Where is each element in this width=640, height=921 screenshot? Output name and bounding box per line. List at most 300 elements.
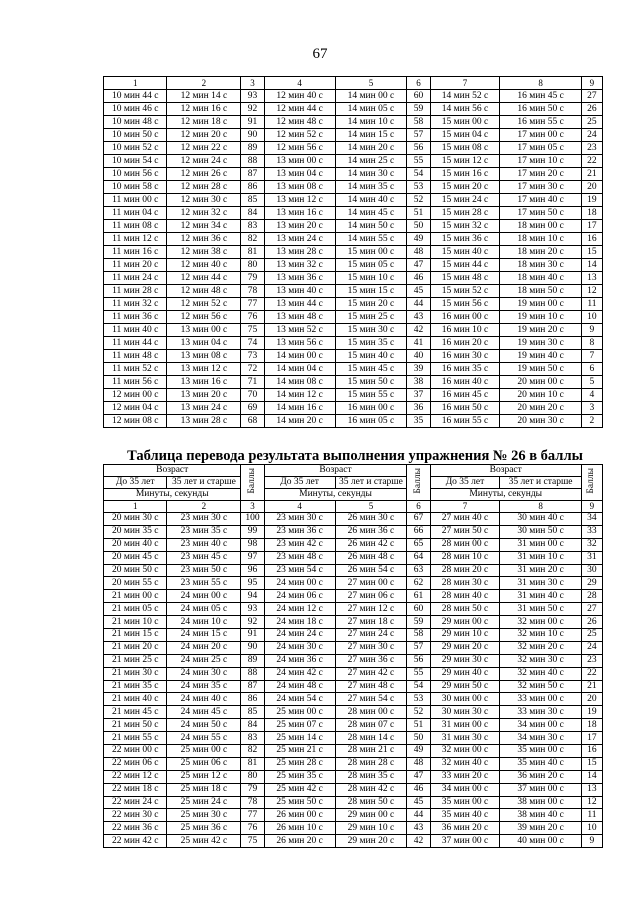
table-cell: 32 мин 20 с [500, 641, 581, 654]
table-cell: 21 [581, 168, 602, 181]
age-under-35: До 35 лет [104, 477, 167, 489]
table-cell: 28 мин 50 с [430, 603, 500, 616]
table-cell: 10 мин 56 с [104, 168, 167, 181]
table-cell: 31 мин 30 с [500, 577, 581, 590]
table-cell: 78 [241, 285, 264, 298]
table-cell: 76 [241, 311, 264, 324]
table-cell: 15 мин 04 с [430, 129, 500, 142]
table-cell: 21 мин 30 с [104, 667, 167, 680]
age-under-35: До 35 лет [430, 477, 500, 489]
table-cell: 18 мин 30 с [500, 259, 581, 272]
table-cell: 29 мин 10 с [430, 629, 500, 642]
table-cell: 15 мин 00 с [335, 246, 407, 259]
table-cell: 60 [407, 603, 430, 616]
table-cell: 16 мин 50 с [500, 103, 581, 116]
table-cell: 24 мин 30 с [167, 667, 241, 680]
table-cell: 29 мин 30 с [430, 654, 500, 667]
table-cell: 18 [581, 719, 602, 732]
table-row [104, 103, 603, 116]
table-cell: 36 мин 20 с [430, 822, 500, 835]
table-cell: 10 мин 50 с [104, 129, 167, 142]
table-cell: 51 [407, 207, 430, 220]
points-header-label: Баллы [247, 467, 258, 494]
table-cell: 15 мин 08 с [430, 142, 500, 155]
age-35-and-over: 35 лет и старше [500, 477, 581, 489]
table-cell: 49 [407, 745, 430, 758]
column-number: 4 [264, 77, 335, 90]
table-cell: 79 [241, 783, 264, 796]
table-cell: 24 мин 35 с [167, 680, 241, 693]
table-cell: 94 [241, 590, 264, 603]
table-cell: 24 мин 06 с [264, 590, 335, 603]
table-cell: 18 мин 10 с [500, 233, 581, 246]
table-cell: 17 [581, 732, 602, 745]
table-cell: 17 мин 00 с [500, 129, 581, 142]
table-cell: 88 [241, 667, 264, 680]
table-cell: 25 мин 42 с [264, 783, 335, 796]
table-cell: 28 мин 28 с [335, 757, 407, 770]
table-cell: 22 мин 06 с [104, 757, 167, 770]
table-row [104, 603, 603, 616]
table-cell: 10 мин 58 с [104, 181, 167, 194]
table-cell: 13 мин 52 с [264, 324, 335, 337]
table-cell: 12 [581, 796, 602, 809]
table-cell: 50 [407, 732, 430, 745]
table-cell: 25 мин 30 с [167, 809, 241, 822]
table-cell: 23 мин 42 с [264, 538, 335, 551]
table-row [104, 667, 603, 680]
table-cell: 12 мин 00 с [104, 389, 167, 402]
table-cell: 26 [581, 616, 602, 629]
table-row [104, 116, 603, 129]
age-header: Возраст [430, 465, 581, 477]
table-cell: 26 мин 36 с [335, 525, 407, 538]
table-cell: 25 мин 00 с [167, 745, 241, 758]
table-cell: 13 мин 12 с [264, 194, 335, 207]
table-cell: 59 [407, 616, 430, 629]
table-cell: 11 мин 24 с [104, 272, 167, 285]
table-cell: 46 [407, 783, 430, 796]
table-cell: 38 [407, 376, 430, 389]
table-cell: 26 мин 00 с [264, 809, 335, 822]
table-cell: 30 мин 40 с [500, 513, 581, 526]
table-cell: 15 мин 52 с [430, 285, 500, 298]
table-cell: 31 [581, 551, 602, 564]
table-cell: 82 [241, 745, 264, 758]
table-cell: 14 мин 56 с [430, 103, 500, 116]
table-row [104, 246, 603, 259]
table-cell: 12 мин 08 с [104, 415, 167, 428]
table-cell: 27 мин 00 с [335, 577, 407, 590]
table-cell: 25 мин 12 с [167, 770, 241, 783]
table-cell: 64 [407, 551, 430, 564]
table-cell: 12 мин 26 с [167, 168, 241, 181]
table-cell: 13 мин 00 с [264, 155, 335, 168]
table-cell: 38 мин 00 с [500, 796, 581, 809]
table-cell: 17 мин 05 с [500, 142, 581, 155]
table-cell: 87 [241, 168, 264, 181]
table-cell: 20 мин 35 с [104, 525, 167, 538]
table-cell: 20 мин 20 с [500, 402, 581, 415]
table-cell: 41 [407, 337, 430, 350]
table-cell: 16 мин 40 с [430, 376, 500, 389]
table-cell: 15 мин 12 с [430, 155, 500, 168]
table-cell: 21 мин 15 с [104, 629, 167, 642]
table-cell: 57 [407, 129, 430, 142]
table-cell: 6 [581, 363, 602, 376]
table-cell: 11 мин 36 с [104, 311, 167, 324]
column-number: 3 [241, 501, 264, 513]
table-cell: 31 мин 30 с [430, 732, 500, 745]
table-cell: 24 мин 54 с [264, 693, 335, 706]
table-cell: 13 мин 36 с [264, 272, 335, 285]
column-number: 6 [407, 501, 430, 513]
table-cell: 47 [407, 259, 430, 272]
table-cell: 18 мин 40 с [500, 272, 581, 285]
table-cell: 30 мин 00 с [430, 693, 500, 706]
table-cell: 56 [407, 142, 430, 155]
table-cell: 12 мин 52 с [264, 129, 335, 142]
table-cell: 34 мин 00 с [430, 783, 500, 796]
table-cell: 32 мин 00 с [500, 616, 581, 629]
table-cell: 19 мин 50 с [500, 363, 581, 376]
table-cell: 86 [241, 181, 264, 194]
column-number: 4 [264, 501, 335, 513]
table-cell: 19 мин 10 с [500, 311, 581, 324]
table-cell: 31 мин 00 с [430, 719, 500, 732]
table-cell: 30 мин 50 с [500, 525, 581, 538]
table-cell: 12 мин 22 с [167, 142, 241, 155]
table-cell: 27 мин 06 с [335, 590, 407, 603]
table-cell: 28 мин 42 с [335, 783, 407, 796]
table-cell: 28 мин 30 с [430, 577, 500, 590]
table-cell: 10 мин 52 с [104, 142, 167, 155]
units-label: Минуты, секунды [264, 489, 407, 501]
table-cell: 15 мин 16 с [430, 168, 500, 181]
table-cell: 28 мин 07 с [335, 719, 407, 732]
table-cell: 15 мин 00 с [430, 116, 500, 129]
table-cell: 13 мин 48 с [264, 311, 335, 324]
table-cell: 10 [581, 822, 602, 835]
table-cell: 15 мин 20 с [430, 181, 500, 194]
table-cell: 24 мин 36 с [264, 654, 335, 667]
table-cell: 20 мин 10 с [500, 389, 581, 402]
table-cell: 20 [581, 181, 602, 194]
score-table-exercise-26 [103, 464, 603, 848]
table-cell: 34 [581, 513, 602, 526]
table-cell: 31 мин 20 с [500, 564, 581, 577]
table-cell: 19 [581, 194, 602, 207]
column-number: 3 [241, 77, 264, 90]
table-cell: 31 мин 00 с [500, 538, 581, 551]
table-cell: 37 мин 00 с [430, 835, 500, 848]
table-cell: 80 [241, 259, 264, 272]
table-cell: 12 мин 48 с [167, 285, 241, 298]
table-cell: 31 мин 10 с [500, 551, 581, 564]
table-cell: 32 мин 00 с [430, 745, 500, 758]
units-row [104, 489, 603, 501]
table-cell: 13 мин 28 с [264, 246, 335, 259]
table-cell: 58 [407, 629, 430, 642]
table-cell: 12 мин 30 с [167, 194, 241, 207]
table-cell: 28 мин 00 с [430, 538, 500, 551]
table-cell: 12 мин 40 с [264, 90, 335, 103]
column-number: 8 [500, 501, 581, 513]
table-cell: 25 мин 42 с [167, 835, 241, 848]
table-cell: 21 мин 20 с [104, 641, 167, 654]
table-cell: 14 мин 04 с [264, 363, 335, 376]
age-header: Возраст [104, 465, 241, 477]
table-cell: 14 мин 15 с [335, 129, 407, 142]
table-cell: 39 [407, 363, 430, 376]
table-cell: 32 мин 50 с [500, 680, 581, 693]
table-cell: 37 мин 00 с [500, 783, 581, 796]
table-cell: 14 мин 52 с [430, 90, 500, 103]
points-header [407, 465, 430, 501]
table-cell: 24 мин 40 с [167, 693, 241, 706]
table-cell: 7 [581, 350, 602, 363]
table-cell: 20 мин 55 с [104, 577, 167, 590]
table-cell: 77 [241, 298, 264, 311]
column-number: 9 [581, 77, 602, 90]
table-cell: 21 мин 10 с [104, 616, 167, 629]
table-cell: 23 мин 54 с [264, 564, 335, 577]
table-cell: 2 [581, 415, 602, 428]
table-cell: 24 мин 42 с [264, 667, 335, 680]
table-cell: 18 мин 50 с [500, 285, 581, 298]
table-row [104, 822, 603, 835]
column-number: 5 [335, 77, 407, 90]
table-cell: 13 [581, 272, 602, 285]
table-cell: 22 мин 00 с [104, 745, 167, 758]
table-cell: 16 мин 35 с [430, 363, 500, 376]
points-header-label: Баллы [413, 467, 423, 494]
table-cell: 54 [407, 680, 430, 693]
table-cell: 40 мин 00 с [500, 835, 581, 848]
table-cell: 28 [581, 590, 602, 603]
table-cell: 12 мин 18 с [167, 116, 241, 129]
table-cell: 12 мин 36 с [167, 233, 241, 246]
table-cell: 24 мин 05 с [167, 603, 241, 616]
table-cell: 11 мин 48 с [104, 350, 167, 363]
table-cell: 15 мин 44 с [430, 259, 500, 272]
table-cell: 15 мин 32 с [430, 220, 500, 233]
table-cell: 22 мин 24 с [104, 796, 167, 809]
table-cell: 23 мин 40 с [167, 538, 241, 551]
table-cell: 14 мин 00 с [335, 90, 407, 103]
table-row [104, 350, 603, 363]
table-cell: 12 мин 24 с [167, 155, 241, 168]
table-cell: 16 мин 10 с [430, 324, 500, 337]
table-cell: 13 мин 08 с [167, 350, 241, 363]
table-cell: 92 [241, 616, 264, 629]
points-header [241, 465, 264, 501]
table-cell: 29 [581, 577, 602, 590]
table-row [104, 706, 603, 719]
table-cell: 27 мин 54 с [335, 693, 407, 706]
table-cell: 11 мин 12 с [104, 233, 167, 246]
table-cell: 25 мин 21 с [264, 745, 335, 758]
age-under-35: До 35 лет [264, 477, 335, 489]
table-cell: 11 [581, 809, 602, 822]
table-row [104, 337, 603, 350]
table-cell: 83 [241, 732, 264, 745]
table-cell: 81 [241, 246, 264, 259]
table-cell: 66 [407, 525, 430, 538]
table-cell: 29 мин 20 с [430, 641, 500, 654]
table-cell: 28 мин 10 с [430, 551, 500, 564]
table-row [104, 298, 603, 311]
table-cell: 14 мин 10 с [335, 116, 407, 129]
table-cell: 14 мин 30 с [335, 168, 407, 181]
table-cell: 17 мин 10 с [500, 155, 581, 168]
table-cell: 25 мин 50 с [264, 796, 335, 809]
table-row [104, 272, 603, 285]
table-cell: 25 [581, 629, 602, 642]
table-row [104, 363, 603, 376]
table-cell: 35 мин 00 с [500, 745, 581, 758]
column-number-row [104, 77, 603, 90]
table-cell: 25 мин 28 с [264, 757, 335, 770]
table-cell: 93 [241, 603, 264, 616]
table-cell: 99 [241, 525, 264, 538]
table-cell: 12 мин 40 с [167, 259, 241, 272]
table-cell: 19 мин 00 с [500, 298, 581, 311]
table-row [104, 220, 603, 233]
table-cell: 25 мин 24 с [167, 796, 241, 809]
table-cell: 14 мин 55 с [335, 233, 407, 246]
table-cell: 91 [241, 116, 264, 129]
table-cell: 15 мин 25 с [335, 311, 407, 324]
table-row [104, 757, 603, 770]
column-number: 7 [430, 501, 500, 513]
age-35-and-over: 35 лет и старше [167, 477, 241, 489]
table-cell: 20 мин 30 с [104, 513, 167, 526]
table-cell: 15 мин 48 с [430, 272, 500, 285]
table-cell: 11 мин 16 с [104, 246, 167, 259]
table-cell: 45 [407, 285, 430, 298]
table-cell: 81 [241, 757, 264, 770]
table-cell: 71 [241, 376, 264, 389]
table-cell: 53 [407, 693, 430, 706]
table-cell: 52 [407, 706, 430, 719]
table-cell: 24 мин 12 с [264, 603, 335, 616]
table-cell: 77 [241, 809, 264, 822]
table-cell: 22 [581, 667, 602, 680]
table-cell: 43 [407, 311, 430, 324]
table-cell: 21 мин 25 с [104, 654, 167, 667]
table-row [104, 259, 603, 272]
table-cell: 11 мин 08 с [104, 220, 167, 233]
table-cell: 88 [241, 155, 264, 168]
table-cell: 23 мин 48 с [264, 551, 335, 564]
table-cell: 55 [407, 667, 430, 680]
table-cell: 21 мин 45 с [104, 706, 167, 719]
table-cell: 13 мин 20 с [264, 220, 335, 233]
table-cell: 53 [407, 181, 430, 194]
table-cell: 56 [407, 654, 430, 667]
table-cell: 45 [407, 796, 430, 809]
table-cell: 5 [581, 376, 602, 389]
table-cell: 15 мин 36 с [430, 233, 500, 246]
table-cell: 15 мин 30 с [335, 324, 407, 337]
table-cell: 17 мин 20 с [500, 168, 581, 181]
table-cell: 15 мин 05 с [335, 259, 407, 272]
table-cell: 78 [241, 796, 264, 809]
table-cell: 89 [241, 654, 264, 667]
table-row [104, 783, 603, 796]
table-cell: 21 мин 35 с [104, 680, 167, 693]
table-cell: 35 [407, 415, 430, 428]
table-cell: 15 мин 56 с [430, 298, 500, 311]
table-cell: 90 [241, 129, 264, 142]
table-cell: 17 мин 30 с [500, 181, 581, 194]
table-cell: 32 мин 40 с [500, 667, 581, 680]
units-label: Минуты, секунды [104, 489, 241, 501]
table-cell: 32 мин 10 с [500, 629, 581, 642]
column-number: 9 [581, 501, 602, 513]
table-cell: 13 мин 12 с [167, 363, 241, 376]
column-number: 5 [335, 501, 407, 513]
table-cell: 74 [241, 337, 264, 350]
table-cell: 21 мин 55 с [104, 732, 167, 745]
table-cell: 93 [241, 90, 264, 103]
table-cell: 13 мин 20 с [167, 389, 241, 402]
table-row [104, 796, 603, 809]
table-cell: 92 [241, 103, 264, 116]
table-row [104, 376, 603, 389]
table-cell: 15 мин 28 с [430, 207, 500, 220]
table-row [104, 324, 603, 337]
table-cell: 23 мин 30 с [167, 513, 241, 526]
table-row [104, 693, 603, 706]
table-cell: 11 мин 40 с [104, 324, 167, 337]
table-cell: 24 мин 45 с [167, 706, 241, 719]
table-cell: 28 мин 20 с [430, 564, 500, 577]
table-cell: 25 мин 00 с [264, 706, 335, 719]
table-cell: 63 [407, 564, 430, 577]
table-cell: 85 [241, 194, 264, 207]
table-cell: 13 мин 04 с [167, 337, 241, 350]
table-cell: 25 мин 18 с [167, 783, 241, 796]
table-cell: 33 [581, 525, 602, 538]
table-cell: 23 мин 36 с [264, 525, 335, 538]
table-row [104, 168, 603, 181]
table-cell: 23 [581, 142, 602, 155]
table-cell: 24 мин 20 с [167, 641, 241, 654]
table-row [104, 513, 603, 526]
table-cell: 57 [407, 641, 430, 654]
table-cell: 16 мин 30 с [430, 350, 500, 363]
table-row [104, 577, 603, 590]
table-cell: 15 мин 55 с [335, 389, 407, 402]
table-row [104, 285, 603, 298]
table-cell: 28 мин 50 с [335, 796, 407, 809]
table-cell: 24 мин 30 с [264, 641, 335, 654]
table-cell: 90 [241, 641, 264, 654]
table-cell: 75 [241, 324, 264, 337]
table-row [104, 415, 603, 428]
table-cell: 69 [241, 402, 264, 415]
age-header: Возраст [264, 465, 407, 477]
table-cell: 15 мин 40 с [335, 350, 407, 363]
table-cell: 52 [407, 194, 430, 207]
table-cell: 23 мин 50 с [167, 564, 241, 577]
table-cell: 22 мин 36 с [104, 822, 167, 835]
table-cell: 11 мин 56 с [104, 376, 167, 389]
table-cell: 21 мин 00 с [104, 590, 167, 603]
table-cell: 70 [241, 389, 264, 402]
